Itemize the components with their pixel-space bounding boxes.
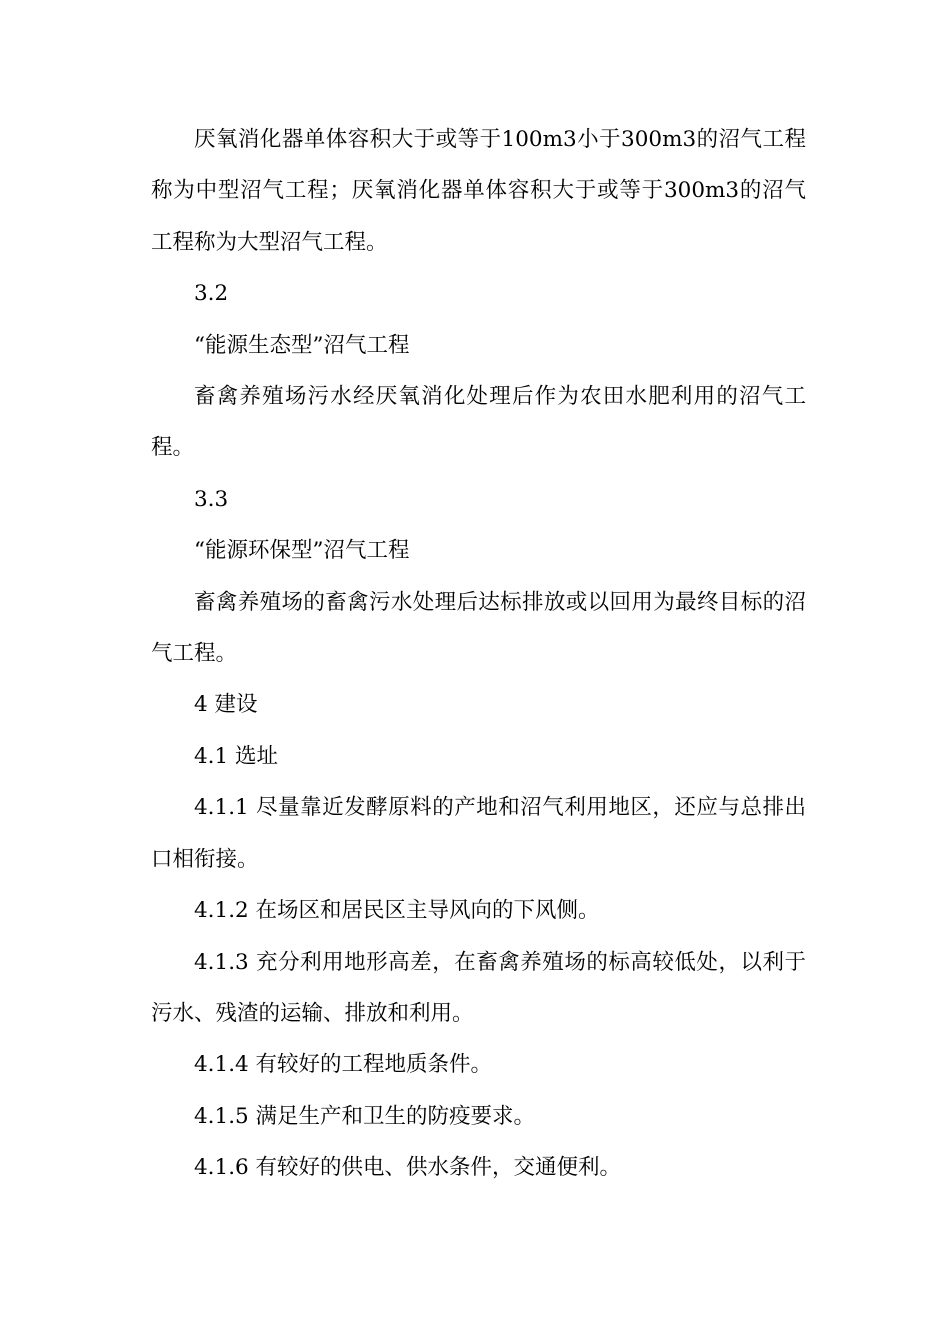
paragraph-energy-ecological-definition: 畜禽养殖场污水经厌氧消化处理后作为农田水肥利用的沼气工程。	[151, 384, 806, 461]
clause-4-1-6: 4.1.6 有较好的供电、供水条件，交通便利。	[194, 1155, 622, 1181]
clause-4-1-3: 4.1.3 充分利用地形高差，在畜禽养殖场的标高较低处，以利于污水、残渣的运输、排放和利用。	[151, 949, 806, 1026]
section-number-3-3: 3.3	[194, 486, 229, 512]
clause-4-1-4: 4.1.4 有较好的工程地质条件。	[194, 1052, 493, 1078]
heading-construction: 4 建设	[194, 692, 258, 718]
clause-4-1-1: 4.1.1 尽量靠近发酵原料的产地和沼气利用地区，还应与总排出口相衔接。	[151, 795, 806, 872]
term-energy-ecological: “能源生态型”沼气工程	[194, 332, 410, 358]
section-number-3-2: 3.2	[194, 281, 229, 307]
paragraph-scale-definition: 厌氧消化器单体容积大于或等于100m3小于300m3的沼气工程称为中型沼气工程；厌氧消化器单体容积大于或等于300m3的沼气工程称为大型沼气工程。	[151, 127, 806, 255]
heading-site-selection: 4.1 选址	[194, 743, 279, 769]
paragraph-energy-environmental-definition: 畜禽养殖场的畜禽污水处理后达标排放或以回用为最终目标的沼气工程。	[151, 589, 806, 667]
document-body	[151, 114, 806, 1194]
term-energy-environmental: “能源环保型”沼气工程	[194, 538, 410, 564]
clause-4-1-2: 4.1.2 在场区和居民区主导风向的下风侧。	[194, 898, 600, 924]
clause-4-1-5: 4.1.5 满足生产和卫生的防疫要求。	[194, 1103, 536, 1129]
